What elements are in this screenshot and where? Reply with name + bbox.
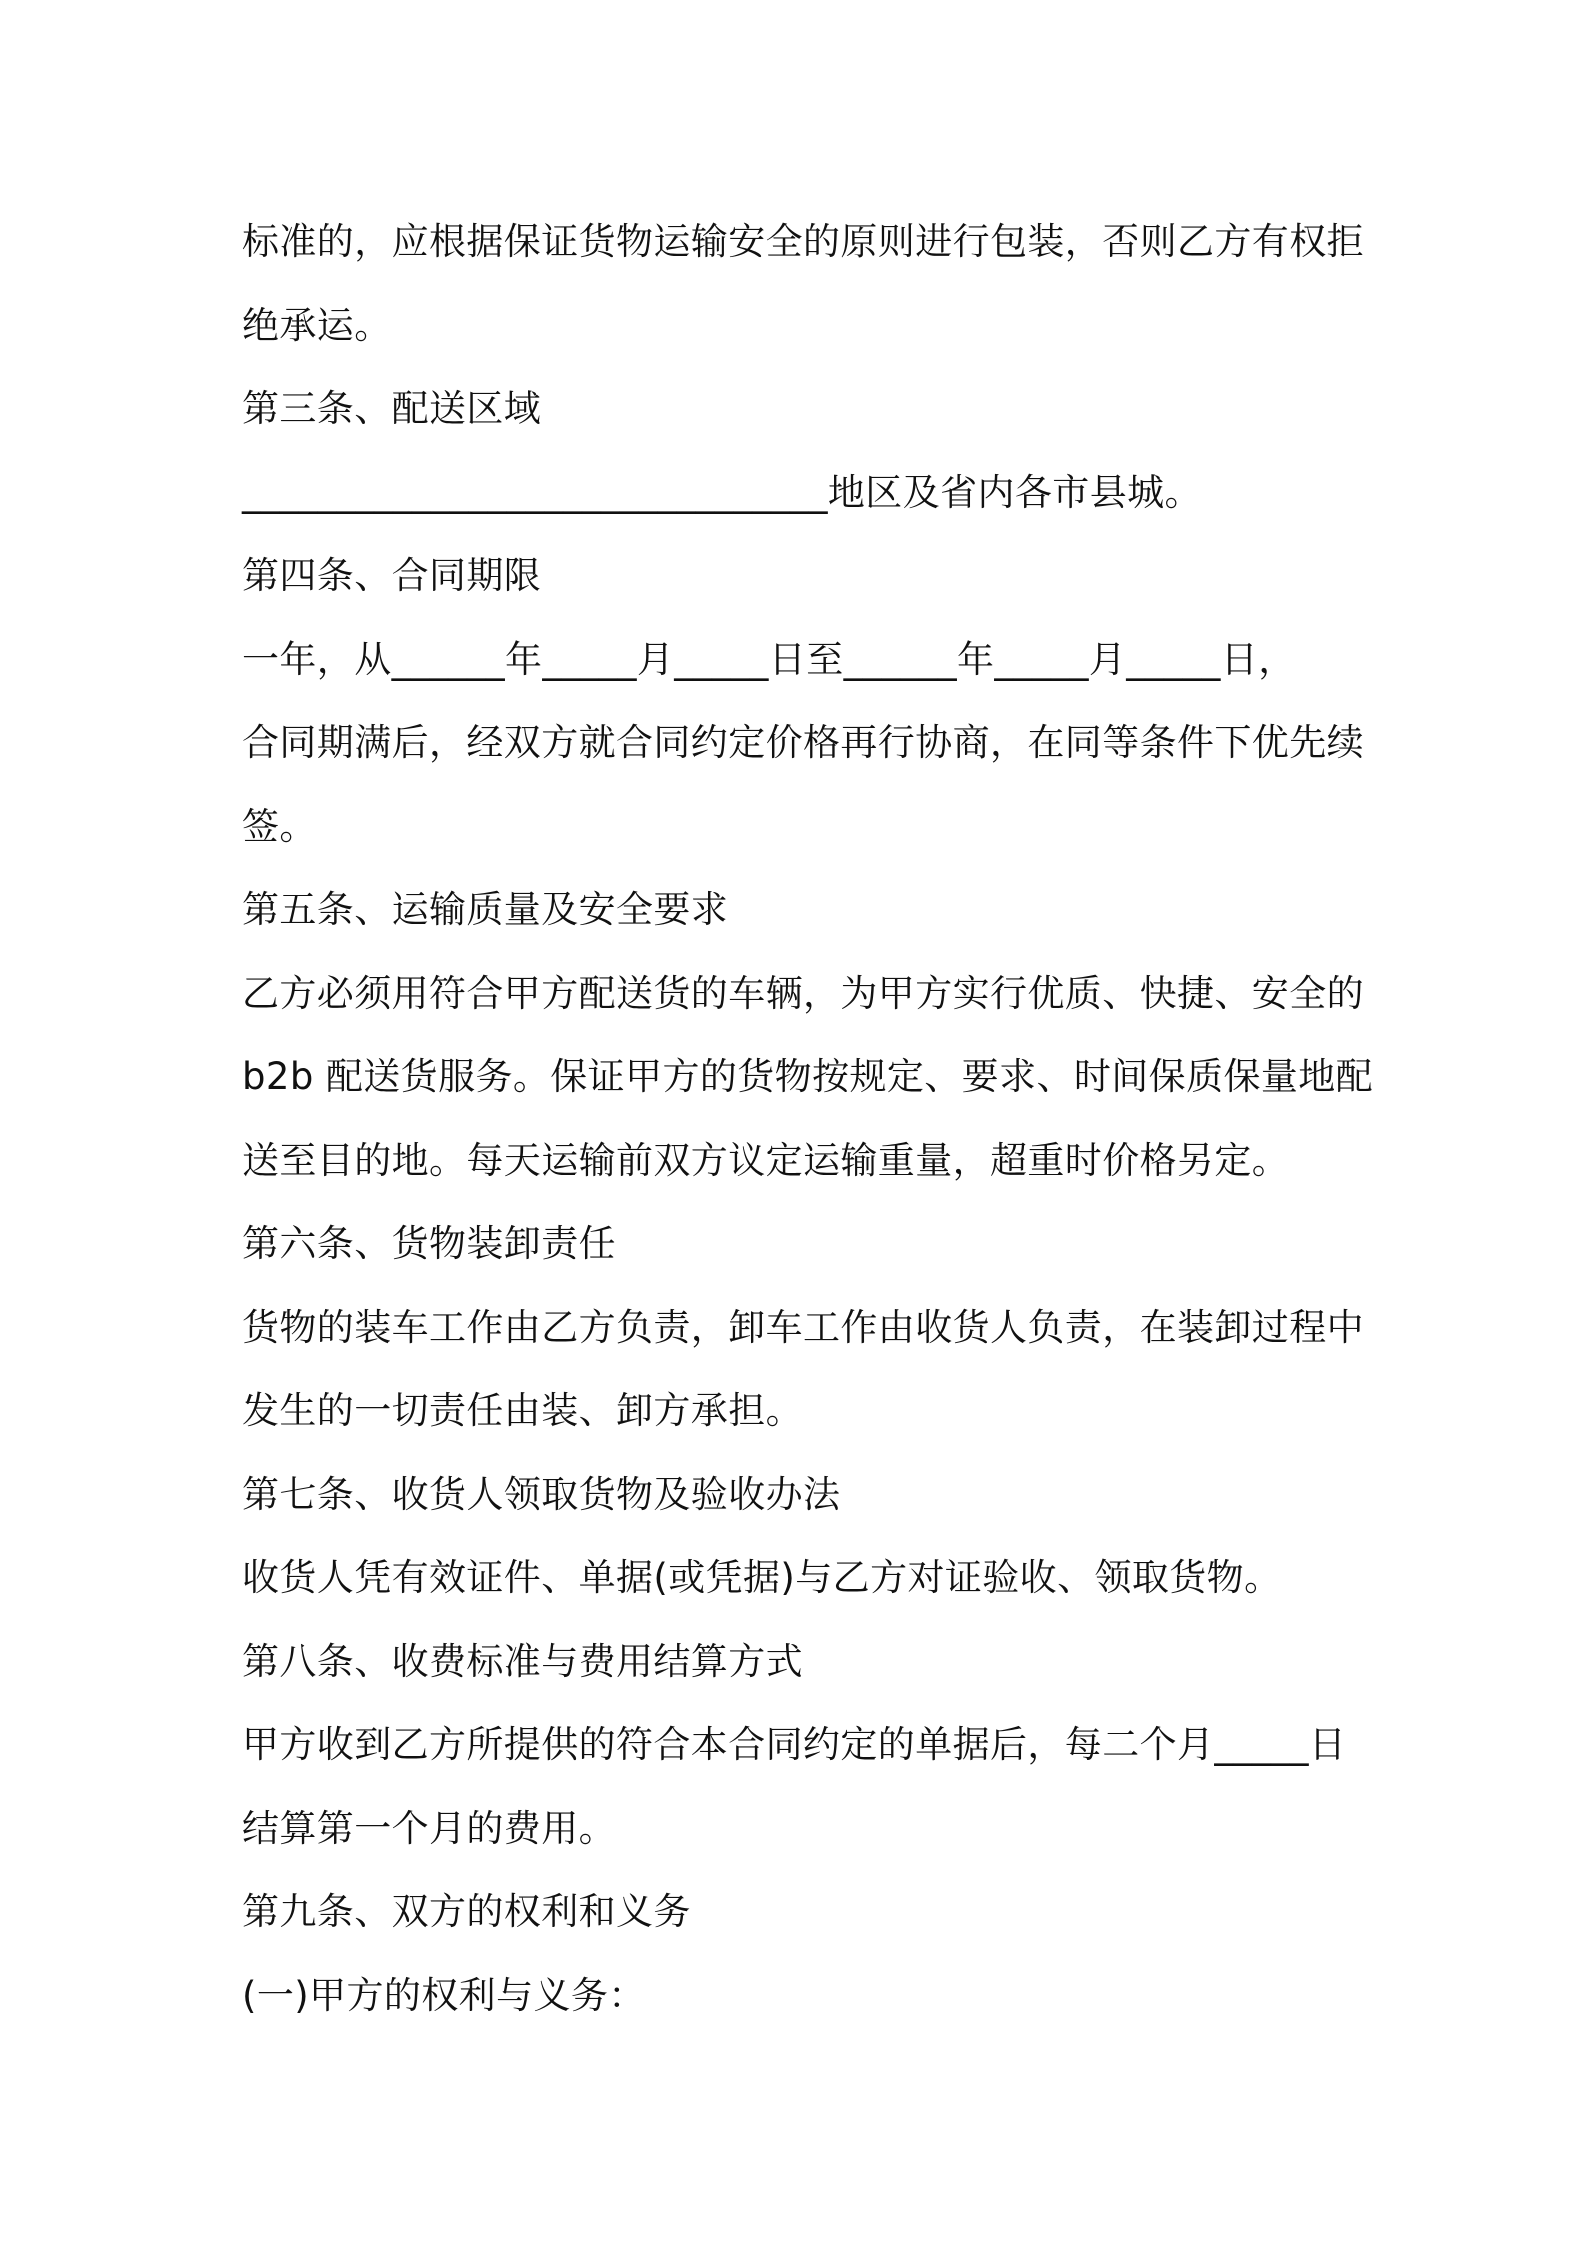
text-line: 乙方必须用符合甲方配送货的车辆，为甲方实行优质、快捷、安全的 <box>242 971 1364 1015</box>
section-heading-4: 第四条、合同期限 <box>242 554 542 597</box>
text-line: 标准的，应根据保证货物运输安全的原则进行包装，否则乙方有权拒 <box>242 220 1364 263</box>
document-body <box>242 200 1374 2037</box>
section-heading-7: 第七条、收货人领取货物及验收办法 <box>242 1472 841 1516</box>
section-heading-5: 第五条、运输质量及安全要求 <box>242 888 729 931</box>
text-line: b2b 配送货服务。保证甲方的货物按规定、要求、时间保质保量地配 <box>242 1055 1374 1098</box>
text-line: 绝承运。 <box>242 303 392 347</box>
section-heading-3: 第三条、配送区域 <box>242 387 542 430</box>
section-heading-8: 第八条、收费标准与费用结算方式 <box>242 1639 803 1683</box>
text-line: 收货人凭有效证件、单据(或凭据)与乙方对证验收、领取货物。 <box>242 1556 1282 1599</box>
subsection-heading: (一)甲方的权利与义务： <box>242 1973 646 2017</box>
text-line: 合同期满后，经双方就合同约定价格再行协商，在同等条件下优先续 <box>242 721 1364 764</box>
text-line: 签。 <box>242 804 317 848</box>
text-line: 甲方收到乙方所提供的符合本合同约定的单据后，每二个月_____日 <box>242 1723 1347 1766</box>
section-heading-9: 第九条、双方的权利和义务 <box>242 1890 691 1933</box>
text-line: 送至目的地。每天运输前双方议定运输重量，超重时价格另定。 <box>242 1138 1290 1182</box>
text-line: 结算第一个月的费用。 <box>242 1806 616 1850</box>
text-line: _______________________________地区及省内各市县城。 <box>242 470 1202 514</box>
text-line: 货物的装车工作由乙方负责，卸车工作由收货人负责，在装卸过程中 <box>242 1305 1364 1349</box>
text-line: 发生的一切责任由装、卸方承担。 <box>242 1389 803 1432</box>
text-line: 一年，从______年_____月_____日至______年_____月_____日， <box>242 637 1296 681</box>
section-heading-6: 第六条、货物装卸责任 <box>242 1222 616 1265</box>
